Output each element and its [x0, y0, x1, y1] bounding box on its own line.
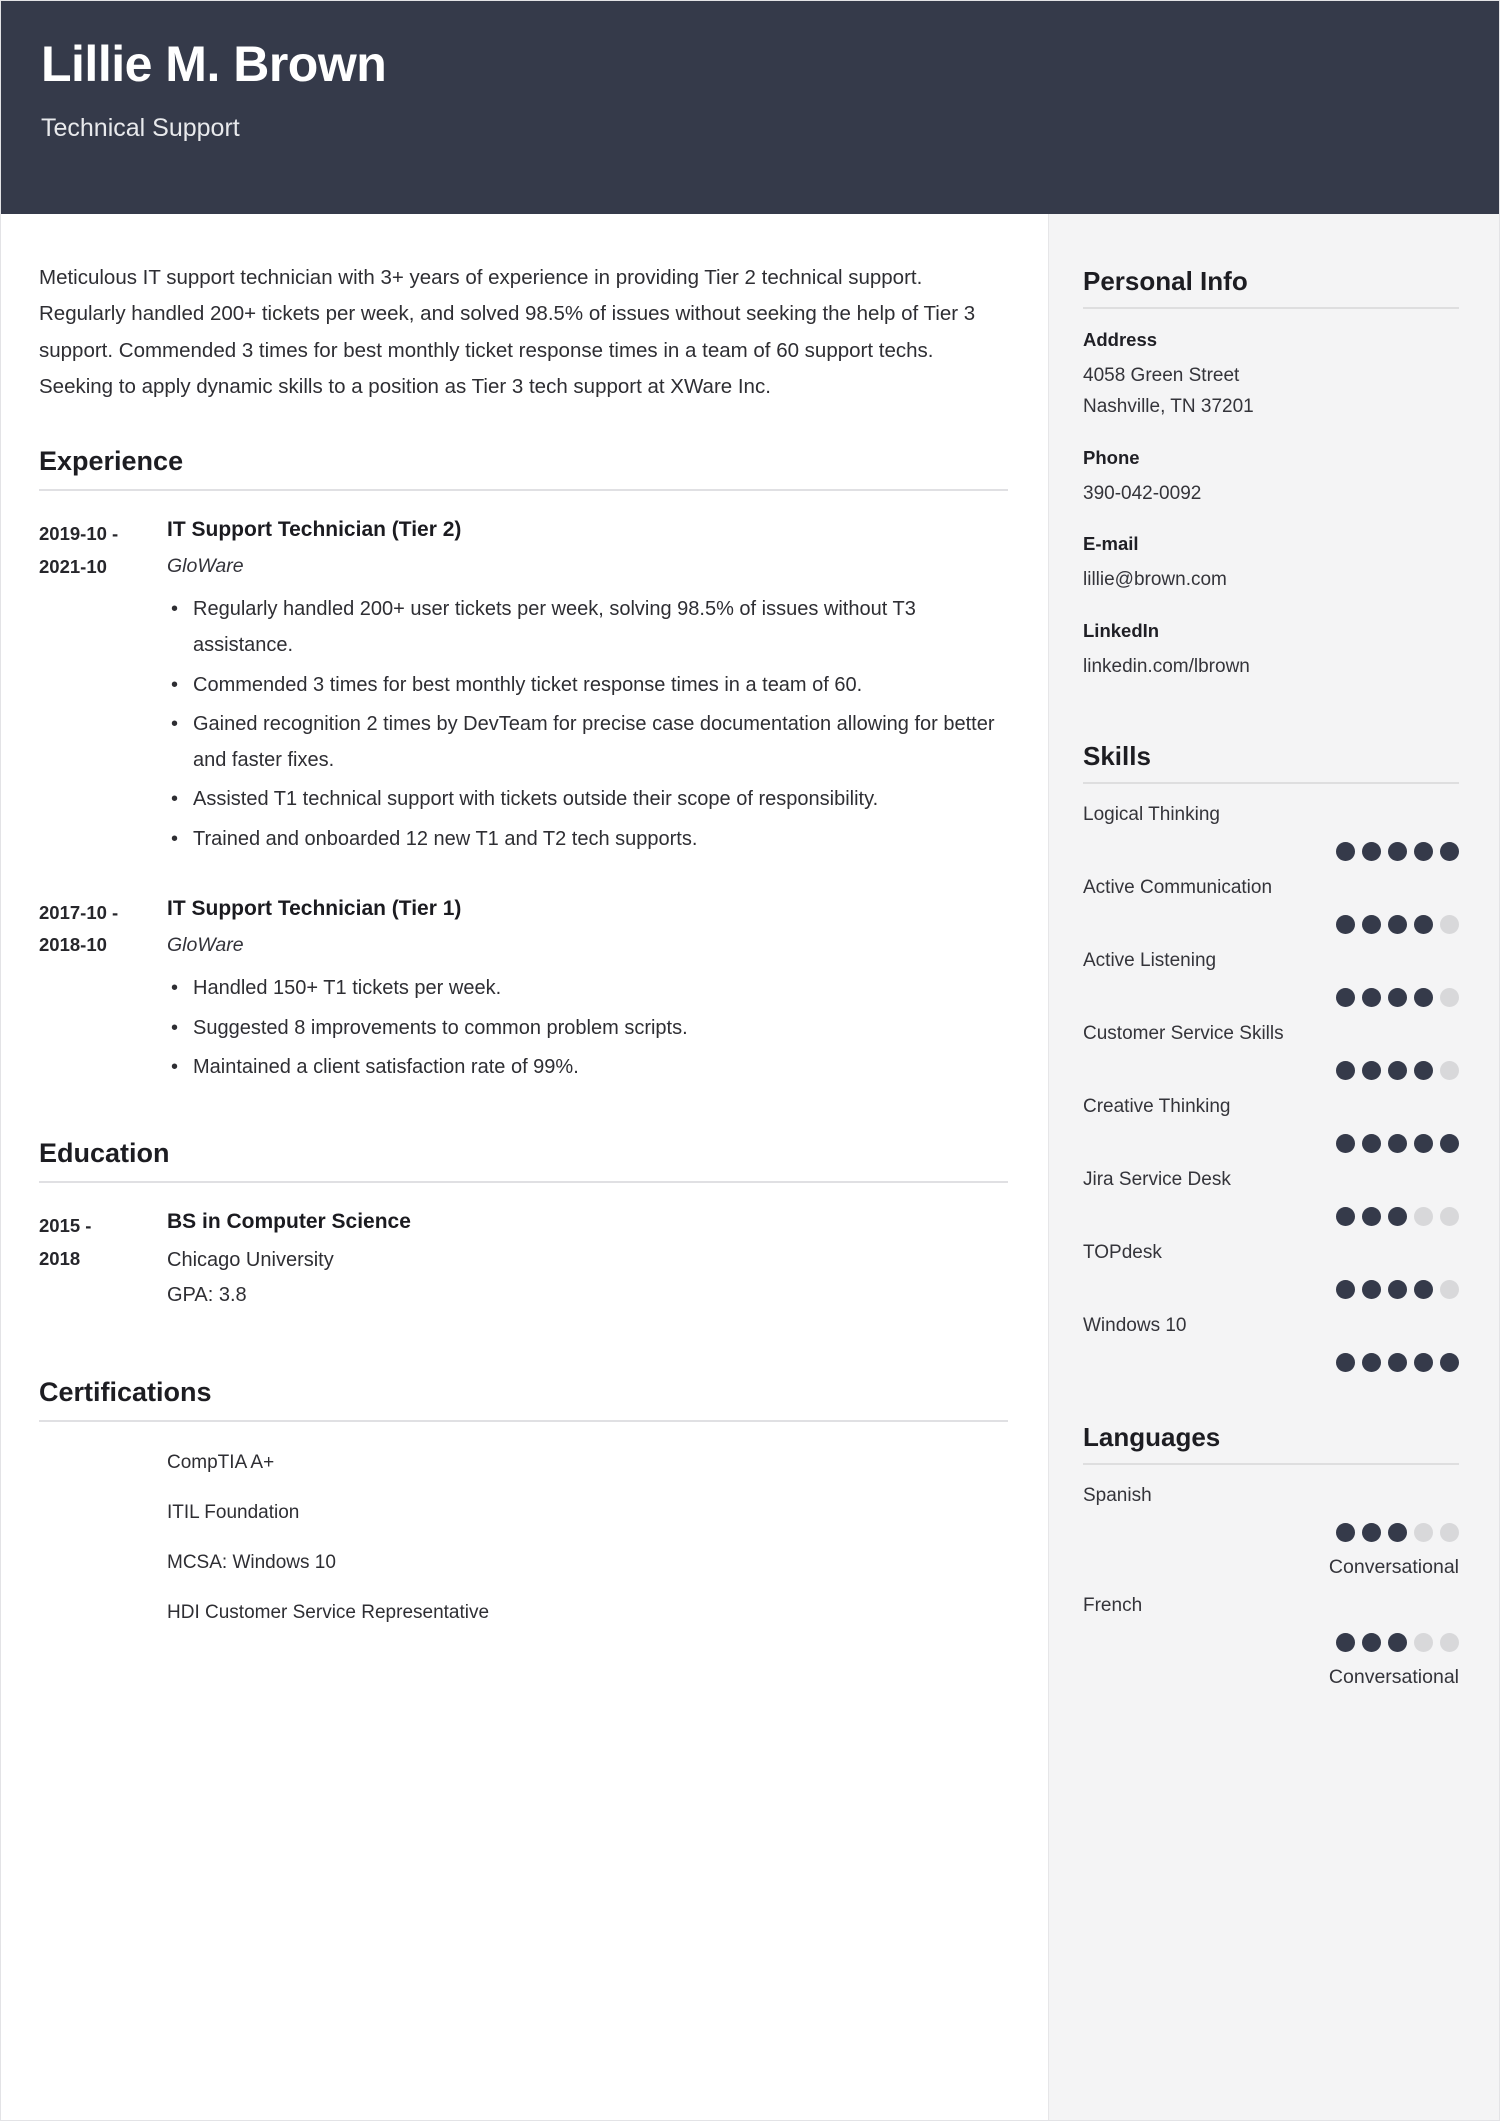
rating-dots — [1083, 1134, 1459, 1153]
personal-info-value: 390-042-0092 — [1083, 482, 1202, 504]
rating-dot-filled — [1336, 988, 1355, 1007]
spacer — [1083, 1388, 1459, 1422]
languages-heading: Languages — [1083, 1421, 1221, 1452]
skill-label: Jira Service Desk — [1083, 1168, 1231, 1190]
rating-dot-filled — [1388, 915, 1407, 934]
rating-dot-filled — [1336, 1061, 1355, 1080]
rating-dot-filled — [1414, 1061, 1433, 1080]
rating-dot-filled — [1336, 1280, 1355, 1299]
skill-row — [1083, 1315, 1459, 1372]
personal-info-value: lillie@brown.com — [1083, 569, 1227, 591]
spacer — [39, 1339, 1008, 1361]
personal-info-label: Address — [1083, 329, 1158, 350]
rating-dot-filled — [1414, 1134, 1433, 1153]
rating-dot-empty — [1440, 1061, 1459, 1080]
rating-dot-filled — [1440, 1353, 1459, 1372]
rating-dot-filled — [1336, 1523, 1355, 1542]
education-degree: BS in Computer Science — [167, 1209, 411, 1233]
experience-bullet: • Assisted T1 technical support with tickets outside their scope of responsibility. — [167, 782, 1008, 818]
education-school: Chicago University — [167, 1249, 334, 1272]
rating-dot-filled — [1362, 1523, 1381, 1542]
rating-dot-filled — [1440, 842, 1459, 861]
skill-row — [1083, 877, 1459, 934]
personal-info-divider — [1083, 307, 1459, 309]
rating-dot-filled — [1388, 1523, 1407, 1542]
experience-entry — [39, 515, 1008, 862]
main-column — [1, 214, 1048, 2120]
languages-list — [1083, 1485, 1459, 1689]
skill-label: Logical Thinking — [1083, 803, 1220, 825]
personal-info-value: 4058 Green Street — [1083, 365, 1240, 386]
experience-dates — [39, 894, 167, 1090]
personal-info-list — [1083, 329, 1459, 683]
skill-row — [1083, 950, 1459, 1007]
date-end: 2018 — [39, 1247, 81, 1269]
language-level: Conversational — [1328, 1665, 1459, 1688]
language-row — [1083, 1595, 1459, 1689]
experience-bullet: • Trained and onboarded 12 new T1 and T2 tech supports. — [167, 822, 1008, 858]
date-end: 2018-10 — [39, 934, 107, 956]
rating-dot-empty — [1440, 1633, 1459, 1652]
rating-dot-empty — [1414, 1523, 1433, 1542]
skill-label: Windows 10 — [1083, 1314, 1187, 1336]
education-detail — [167, 1207, 1008, 1307]
experience-heading: Experience — [39, 445, 184, 476]
rating-dots — [1083, 1280, 1459, 1299]
personal-info-block — [1083, 447, 1459, 510]
experience-list — [39, 515, 1008, 1122]
skill-row — [1083, 1023, 1459, 1080]
rating-dot-filled — [1388, 1207, 1407, 1226]
rating-dot-filled — [1388, 1061, 1407, 1080]
experience-detail — [167, 515, 1008, 862]
skill-label: Customer Service Skills — [1083, 1022, 1284, 1044]
candidate-name: Lillie M. Brown — [41, 36, 387, 92]
skill-row — [1083, 804, 1459, 861]
education-entry — [39, 1207, 1008, 1307]
skill-row — [1083, 1169, 1459, 1226]
experience-bullets — [167, 592, 1008, 857]
rating-dot-filled — [1388, 1280, 1407, 1299]
education-divider — [39, 1181, 1008, 1183]
experience-dates — [39, 515, 167, 862]
date-end: 2021-10 — [39, 555, 107, 577]
rating-dots — [1083, 988, 1459, 1007]
rating-dot-filled — [1388, 842, 1407, 861]
rating-dot-filled — [1362, 1633, 1381, 1652]
rating-dot-filled — [1414, 1353, 1433, 1372]
skill-label: Active Listening — [1083, 949, 1217, 971]
rating-dot-filled — [1388, 1353, 1407, 1372]
rating-dot-filled — [1414, 915, 1433, 934]
rating-dots — [1083, 1061, 1459, 1080]
certifications-heading: Certifications — [39, 1377, 212, 1408]
rating-dot-empty — [1414, 1207, 1433, 1226]
rating-dots — [1083, 1353, 1459, 1372]
education-list — [39, 1207, 1008, 1361]
personal-info-block — [1083, 329, 1459, 423]
skill-row — [1083, 1242, 1459, 1299]
experience-company: GloWare — [167, 933, 244, 956]
rating-dot-filled — [1362, 1061, 1381, 1080]
rating-dot-empty — [1440, 988, 1459, 1007]
date-start: 2017-10 - — [39, 901, 119, 923]
experience-bullet: • Maintained a client satisfaction rate of 99%. — [167, 1050, 1008, 1086]
rating-dot-filled — [1362, 1353, 1381, 1372]
rating-dots — [1083, 1633, 1459, 1652]
rating-dot-filled — [1362, 842, 1381, 861]
certifications-divider — [39, 1420, 1008, 1422]
date-start: 2019-10 - — [39, 522, 119, 544]
candidate-job-title: Technical Support — [41, 114, 240, 142]
experience-bullet: • Handled 150+ T1 tickets per week. — [167, 971, 1008, 1007]
rating-dot-filled — [1336, 1353, 1355, 1372]
rating-dot-filled — [1388, 1134, 1407, 1153]
language-level: Conversational — [1328, 1555, 1459, 1578]
rating-dot-filled — [1414, 988, 1433, 1007]
rating-dot-filled — [1362, 1280, 1381, 1299]
rating-dot-filled — [1440, 1134, 1459, 1153]
resume-header — [1, 1, 1499, 214]
certification-item: ITIL Foundation — [167, 1502, 300, 1524]
education-heading: Education — [39, 1137, 170, 1168]
rating-dot-empty — [1440, 915, 1459, 934]
experience-role: IT Support Technician (Tier 1) — [167, 896, 462, 920]
resume-body — [1, 214, 1499, 2120]
experience-entry — [39, 894, 1008, 1090]
education-dates — [39, 1207, 167, 1307]
rating-dot-empty — [1440, 1207, 1459, 1226]
experience-bullet: • Suggested 8 improvements to common problem scripts. — [167, 1011, 1008, 1047]
spacer — [39, 1317, 1008, 1339]
experience-bullets — [167, 971, 1008, 1086]
rating-dots — [1083, 915, 1459, 934]
rating-dots — [1083, 1523, 1459, 1542]
rating-dot-filled — [1414, 842, 1433, 861]
rating-dot-empty — [1440, 1523, 1459, 1542]
certification-item: HDI Customer Service Representative — [167, 1602, 490, 1624]
experience-bullet: • Gained recognition 2 times by DevTeam for precise case documentation allowing for better and faster fixes. — [167, 707, 1008, 778]
skill-row — [1083, 1096, 1459, 1153]
experience-divider — [39, 489, 1008, 491]
personal-info-heading: Personal Info — [1083, 266, 1248, 296]
skill-label: Creative Thinking — [1083, 1095, 1231, 1117]
date-start: 2015 - — [39, 1214, 92, 1236]
certifications-list — [39, 1446, 1008, 1624]
skills-list — [1083, 804, 1459, 1372]
rating-dot-filled — [1362, 988, 1381, 1007]
experience-detail — [167, 894, 1008, 1090]
rating-dot-filled — [1336, 1134, 1355, 1153]
spacer — [39, 872, 1008, 894]
personal-info-block — [1083, 620, 1459, 683]
personal-info-label: LinkedIn — [1083, 620, 1160, 642]
language-label: French — [1083, 1594, 1143, 1616]
professional-summary: Meticulous IT support technician with 3+ years of experience in providing Tier 2 technical support. Regularly handled 200+ tickets per week, and solved 98.5% of issues without seeking the help of Tier 3 support. Commended 3 times for best monthly ticket response times in a team of 60 support techs. Seeking to apply dynamic skills to a position as Tier 3 tech support at XWare Inc. — [39, 266, 976, 399]
personal-info-block — [1083, 533, 1459, 596]
languages-divider — [1083, 1463, 1459, 1465]
experience-company: GloWare — [167, 555, 244, 578]
language-label: Spanish — [1083, 1484, 1152, 1506]
certification-item: CompTIA A+ — [167, 1452, 275, 1474]
rating-dot-filled — [1362, 915, 1381, 934]
spacer — [39, 1100, 1008, 1122]
sidebar — [1048, 214, 1499, 2120]
personal-info-label: E-mail — [1083, 533, 1139, 555]
personal-info-value: Nashville, TN 37201 — [1083, 395, 1254, 417]
skills-heading: Skills — [1083, 740, 1151, 771]
experience-bullet: • Commended 3 times for best monthly ticket response times in a team of 60. — [167, 668, 1008, 704]
rating-dot-empty — [1414, 1633, 1433, 1652]
rating-dot-filled — [1336, 1207, 1355, 1226]
rating-dots — [1083, 1207, 1459, 1226]
experience-role: IT Support Technician (Tier 2) — [167, 517, 462, 541]
spacer — [1083, 707, 1459, 741]
rating-dot-filled — [1362, 1207, 1381, 1226]
personal-info-label: Phone — [1083, 446, 1140, 468]
skill-label: Active Communication — [1083, 876, 1273, 898]
rating-dot-empty — [1440, 1280, 1459, 1299]
personal-info-value: linkedin.com/lbrown — [1083, 656, 1250, 678]
skill-label: TOPdesk — [1083, 1241, 1162, 1263]
rating-dot-filled — [1362, 1134, 1381, 1153]
rating-dot-filled — [1336, 915, 1355, 934]
rating-dot-filled — [1388, 1633, 1407, 1652]
language-row — [1083, 1485, 1459, 1579]
certification-item: MCSA: Windows 10 — [167, 1552, 336, 1574]
rating-dots — [1083, 842, 1459, 861]
rating-dot-filled — [1388, 988, 1407, 1007]
rating-dot-filled — [1336, 842, 1355, 861]
experience-bullet: • Regularly handled 200+ user tickets per week, solving 98.5% of issues without T3 assistance. — [167, 592, 1008, 663]
education-gpa: GPA: 3.8 — [167, 1284, 247, 1307]
rating-dot-filled — [1414, 1280, 1433, 1299]
skills-divider — [1083, 782, 1459, 784]
rating-dot-filled — [1336, 1633, 1355, 1652]
